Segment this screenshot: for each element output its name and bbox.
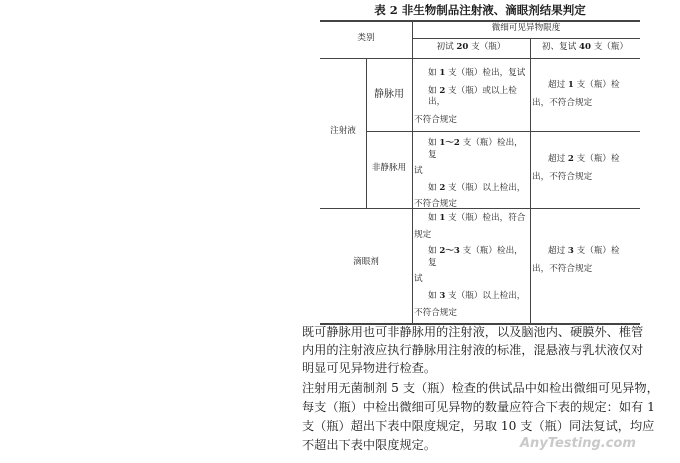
watermark: AnyTesting.com — [520, 436, 636, 451]
result-table — [320, 20, 640, 325]
criteria-line: 出，不符合规定 — [532, 171, 593, 182]
body-paragraph-line: 每支（瓶）中检出微细可见异物的数量应符合下表的规定：如有 1 — [302, 400, 655, 414]
criteria-line: 试 — [414, 274, 423, 285]
criteria-line: 如 2 支（瓶）以上检出， — [428, 182, 526, 193]
criteria-line: 不符合规定 — [414, 114, 457, 125]
criteria-line: 规定 — [414, 229, 432, 240]
eye-initial-criteria — [414, 213, 528, 319]
header-initial-test: 初试 20 支（瓶） — [436, 42, 506, 52]
criteria-line: 如 1 支（瓶）检出，复试 — [428, 68, 526, 78]
criteria-line: 试 — [414, 166, 423, 177]
noniv-initial-criteria — [414, 138, 528, 211]
criteria-line: 超过 3 支（瓶）检 — [548, 246, 620, 256]
iv-retest-criteria — [532, 80, 638, 109]
subcategory-iv: 静脉用 — [374, 89, 404, 100]
table-top-rule — [320, 20, 640, 22]
body-paragraph-line: 既可静脉用也可非静脉用的注射液，以及脑池内、硬膜外、椎管 — [302, 325, 644, 339]
header-inner-rule — [412, 38, 640, 39]
header-retest: 初、复试 40 支（瓶） — [541, 42, 629, 52]
category-eye-drops: 滴眼剂 — [353, 257, 379, 267]
criteria-line: 超过 1 支（瓶）检 — [548, 80, 620, 90]
criteria-line: 出，不符合规定 — [532, 97, 593, 108]
criteria-line: 如 2～3 支（瓶）检出，复 — [428, 246, 523, 268]
criteria-line: 如 2 支（瓶）或以上检出， — [428, 85, 517, 108]
header-limit: 微细可见异物限度 — [491, 23, 561, 33]
body-paragraph-line: 注射用无菌制剂 5 支（瓶）检查的供试品中如检出微细可见异物， — [302, 381, 659, 395]
table-caption: 表 2 非生物制品注射液、滴眼剂结果判定 — [374, 3, 586, 17]
body-paragraph-line: 明显可见异物进行检查。 — [302, 361, 437, 375]
subcategory-non-iv: 非静脉用 — [371, 163, 407, 173]
criteria-line: 如 1 支（瓶）检出，符合 — [428, 213, 526, 223]
criteria-line: 超过 2 支（瓶）检 — [548, 154, 620, 164]
category-injection: 注射液 — [330, 126, 356, 136]
body-paragraph-line: 支（瓶）超出下表中限度规定，另取 10 支（瓶）同法复试，均应 — [302, 419, 655, 433]
subcategory-divider — [366, 58, 367, 208]
body-paragraph-line: 内用的注射液应执行静脉用注射液的标准，混悬液与乳状液仅对 — [302, 343, 644, 357]
eye-retest-criteria — [532, 246, 638, 275]
category-divider — [412, 20, 413, 325]
iv-initial-criteria — [414, 68, 528, 126]
header-bottom-rule — [320, 58, 640, 59]
noniv-retest-criteria — [532, 154, 638, 183]
criteria-line: 出，不符合规定 — [532, 263, 593, 274]
result-divider — [530, 38, 531, 325]
criteria-line: 不符合规定 — [414, 199, 457, 210]
iv-bottom-rule — [366, 131, 640, 132]
header-category: 类别 — [357, 33, 375, 43]
criteria-line: 不符合规定 — [414, 307, 457, 318]
criteria-line: 如 1～2 支（瓶）检出，复 — [428, 138, 523, 160]
body-paragraph-line: 不超出下表中限度规定。 — [302, 438, 437, 452]
criteria-line: 如 3 支（瓶）以上检出， — [428, 290, 526, 301]
